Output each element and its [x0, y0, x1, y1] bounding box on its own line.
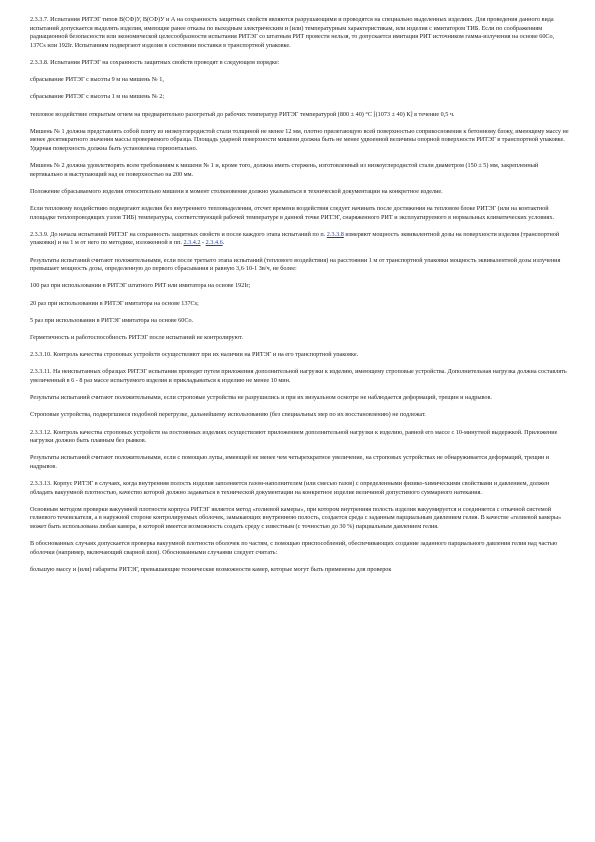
paragraph-2-3-3-9-text-b: измеряют мощность эквивалентной дозы на поверхности изделия (транспортной упаковки) и на 1 м от него по методике, изложенной в пп. — [30, 230, 560, 247]
link-2-3-4-2[interactable]: 2.3.4.2 — [183, 239, 201, 247]
link-2-3-4-6[interactable]: 2.3.4.6 — [205, 239, 223, 247]
target-1-paragraph: Мишень № 1 должна представлять собой плиту из низкоуглеродистой стали толщиной не менее 12 мм, плотно прилегающую всей поверхностью соприкосновения к бетонному блоку, имеющему массу не менее десятикратного значения массы проверяемого образца. Площадь ударной поверхности мишени должна быть не менее удвоенной величины опорной поверхности РИТЭГ в транспортной упаковке. Ударная поверхность должна быть установлена горизонтально. — [30, 127, 569, 152]
helium-chamber-paragraph: Основным методом проверки вакуумной плотности корпуса РИТЭГ является метод «гелиевой камеры», при котором внутренняя полость изделия вакуумируется и соединяется с откачной системой гелиевого течеискателя, а в наружной стороне контролируемых оболочек, замыкающих внутреннюю полость, создается среда с заданным парциальным давлением гелия. В качестве «гелиевой камеры» может быть использована любая камера, в которой имеется возможность создать среду с известным (с точностью до 30 %) парциальным давлением гелия. — [30, 505, 562, 531]
criterion-192ir: 100 раз при использовании в РИТЭГ штатного РИТ или имитатора на основе 192Ir; — [30, 282, 251, 290]
paragraph-2-3-3-12: 2.3.3.12. Контроль качества строповых устройств на постоянных изделиях осуществляют приложением дополнительной нагрузки к изделию, равной его массе с 10-минутной выдержкой. Приложение нагрузки должно быть плавным без рывков. — [30, 428, 558, 445]
target-2-paragraph: Мишень № 2 должна удовлетворять всем требованиям к мишени № 1 и, кроме того, должна иметь стержень, изготовленный из низкоуглеродистой стали диаметром (150 ± 5) мм, закрепленный вертикально и выступающий над ее поверхностью на 200 мм. — [30, 162, 539, 178]
paragraph-2-3-3-9-text-a: 2.3.3.9. До начала испытаний РИТЭГ на сохранность защитных свойств и после каждого этапа испытаний по п. — [30, 230, 326, 238]
partial-check-paragraph: В обоснованных случаях допускается проверка вакуумной плотности оболочек по частям, с помощью приспособлений, обеспечивающих создание заданного парциального давления гелия над частью оболочки (например, включающий сварной шов). Обоснованными случаями следует считать: — [30, 540, 558, 556]
target-position-paragraph: Положение сбрасываемого изделия относительно мишени в момент столкновения должно указываться в технической документации на конкретное изделие. — [30, 187, 443, 195]
drop-1m-item: сбрасывание РИТЭГ с высоты 1 м на мишень № 2; — [30, 93, 165, 101]
thermal-timing-paragraph: Если тепловому воздействию подвергают изделия без внутреннего тепловыделения, отсчет времени воздействия следует начинать после достижения на тепловом блоке РИТЭГ (или на контактной площадке теплопроводящих узлов ТИБ) температуры, соответствующей рабочей температуре в данной точке РИТЭГ, снаряженного РИТ и эксплуатируемого в нормальных климатических условиях. — [30, 205, 555, 221]
results-criteria-paragraph: Результаты испытаний считают положительными, если после третьего этапа испытаний (теплового воздействия) на расстоянии 1 м от транспортной упаковки мощность эквивалентной дозы излучения превышает мощность дозы, определенную до первого сбрасывания и равную 3,6·10-1 Зв/ч, не более: — [30, 256, 561, 273]
paragraph-2-3-3-9 — [30, 231, 569, 248]
sling-reuse-paragraph: Строповые устройства, подвергшиеся подобной перегрузке, дальнейшему использованию (без специальных мер по их восстановлению) не подлежат. — [30, 411, 426, 419]
thermal-exposure-item: тепловое воздействие открытым огнем на предварительно разогретый до рабочих температур РИТЭГ температурой (800 ± 40) °С [(1073 ± 40) К] в течение 0,5 ч. — [30, 110, 455, 118]
end-period: . — [222, 239, 225, 247]
tightness-note: Герметичность и работоспособность РИТЭГ после испытаний не контролируют. — [30, 333, 243, 341]
sling-results-paragraph: Результаты испытаний считают положительными, если строповые устройства не разрушились и при их визуальном осмотре не наблюдается деформаций, трещин и надрывов. — [30, 394, 492, 402]
large-mass-item: большую массу и (или) габариты РИТЭГ, превышающие технические возможности камер, которые могут быть применены для проверок — [30, 566, 392, 573]
criterion-137cs: 20 раз при использовании в РИТЭГ имитатора на основе 137Cs; — [30, 299, 199, 307]
criterion-60co: 5 раз при использовании в РИТЭГ имитатора на основе 60Со. — [30, 316, 194, 324]
paragraph-2-3-3-10: 2.3.3.10. Контроль качества строповых устройств осуществляют при их наличии на РИТЭГ и на его транспортной упаковке. — [30, 351, 359, 359]
paragraph-2-3-3-8: 2.3.3.8. Испытания РИТЭГ на сохранность защитных свойств проводят в следующем порядке: — [30, 58, 280, 66]
range-dash: - — [202, 239, 205, 247]
paragraph-2-3-3-13: 2.3.3.13. Корпус РИТЭГ в случаях, когда внутренняя полость изделия заполняется газом-наполнителем (или смесью газов) с определенными физико-химическими свойствами и давлением, должен обладать вакуумной плотностью, качество которой должно задаваться в технической документации на конкретное изделие величиной допустимого суммарного натекания. — [30, 480, 550, 496]
drop-9m-item: сбрасывание РИТЭГ с высоты 9 м на мишень № 1, — [30, 76, 164, 84]
magnifier-results-paragraph: Результаты испытаний считают положительными, если с помощью лупы, имеющей не менее чем четырехкратное увеличение, на строповых устройствах не обнаруживается деформаций, трещин и надрывов. — [30, 454, 550, 470]
link-2-3-3-8[interactable]: 2.3.3.8 — [326, 230, 344, 238]
paragraph-2-3-3-11: 2.3.3.11. На неиспытанных образцах РИТЭГ испытания проводят путем приложения дополнительной нагрузки к изделию, имеющему строповые устройства. Дополнительная нагрузка должна составлять увеличенный в 6 - 8 раз массе испытуемого изделия и прикладываться к изделию не менее 10 мин. — [30, 368, 567, 384]
paragraph-2-3-3-7: 2.3.3.7. Испытания РИТЭГ типов В(СФ)У, В(СФ)У и А на сохранность защитных свойств являются разрушающими и проводятся на специально выделенных изделиях. Для проведения данного вида испытаний допускается выделять изделия, имеющие ранее отказы по выходным электрическим и (или) температурным характеристикам, или изделия с имитатором ТИБ. Если по соображениям радиационной безопасности или экономической целесообразности испытания РИТЭГ со штатным РИТ провести нельзя, то допускается имитация РИТ источником гамма-излучения на основе 60Со, 137Cs или 192Ir. Испытаниям подвергают изделия в состоянии поставки в транспортной упаковке. — [30, 16, 555, 49]
